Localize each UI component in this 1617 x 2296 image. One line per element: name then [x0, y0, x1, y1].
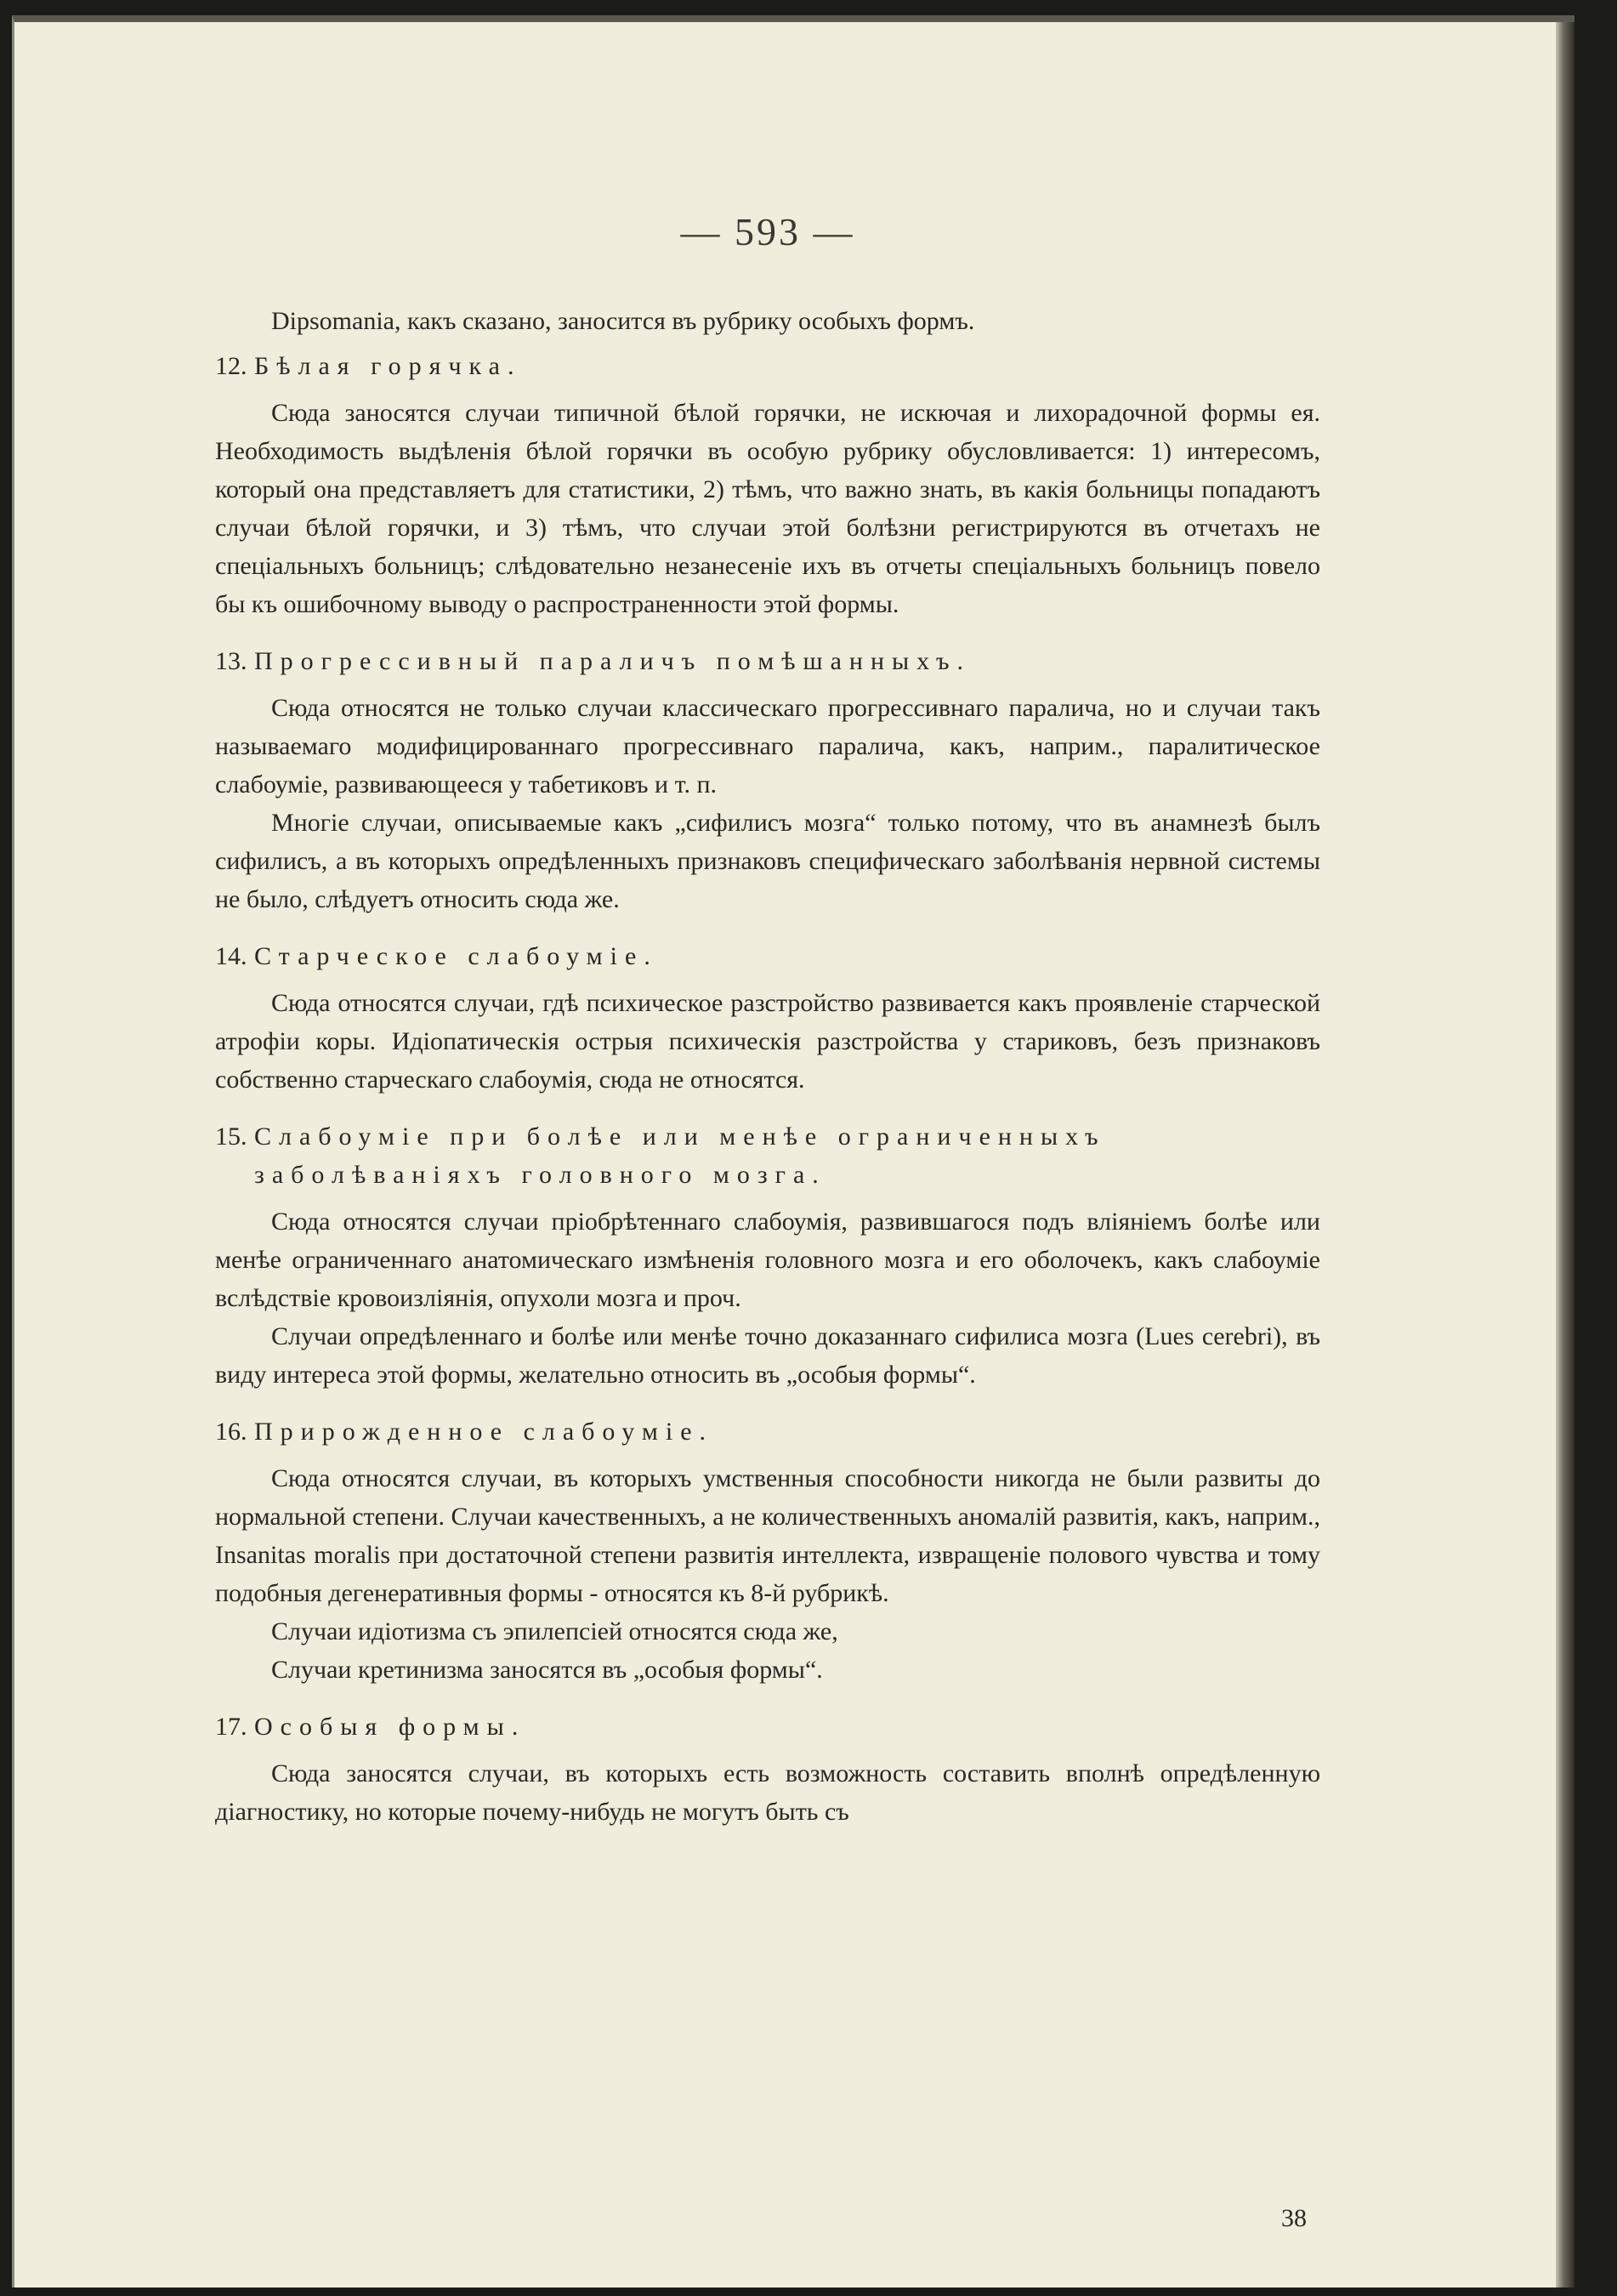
section-title: Прогрессивный параличъ помѣшанныхъ. — [254, 647, 972, 675]
paragraph: Случаи опредѣленнаго и болѣе или менѣе точно доказаннаго сифилиса мозга (Lues cerebri), въ виду интереса этой формы, желательно относить въ „особыя формы“. — [215, 1322, 1320, 1389]
section-heading — [215, 1117, 1320, 1194]
section-number: 13. — [215, 647, 247, 675]
page-content — [215, 209, 1320, 2232]
section-title: Прирожденное слабоуміе. — [254, 1418, 714, 1446]
printer-signature-mark: 38 — [1281, 2204, 1307, 2232]
paragraph: Сюда относятся случаи, гдѣ психическое разстройство развивается какъ проявленіе старческой атрофіи коры. Идіопатическія острыя психическія разстройства у стариковъ, безъ признаковъ собственно старческаго слабоумія, сюда не относятся. — [215, 989, 1320, 1094]
section-number: 12. — [215, 352, 247, 380]
paragraph: Сюда относятся не только случаи классическаго прогрессивнаго паралича, но и случаи такъ называемаго модифицированнаго прогрессивнаго паралича, какъ, наприм., паралитическое слабоуміе, развивающееся у табетиковъ и т. п. — [215, 694, 1320, 798]
section-number: 15. — [215, 1122, 247, 1151]
section-heading — [215, 1412, 1320, 1451]
intro-paragraph: Dipsomania, какъ сказано, заносится въ рубрику особыхъ формъ. — [271, 307, 975, 335]
paragraph: Сюда заносятся случаи, въ которыхъ есть возможность составить вполнѣ опредѣленную діагностику, но которые почему-нибудь не могутъ быть съ — [215, 1759, 1320, 1826]
section-heading — [215, 347, 1320, 385]
section-heading — [215, 642, 1320, 680]
paragraph: Сюда заносятся случаи типичной бѣлой горячки, не искючая и лихорадочной формы ея. Необходимость выдѣленія бѣлой горячки въ особую рубрику обусловливается: 1) интересомъ, который она представляетъ для статистики, 2) тѣмъ, что важно знать, въ какія больницы попадаютъ случаи бѣлой горячки, и 3) тѣмъ, что случаи этой болѣзни регистрируются въ отчетахъ не спеціальныхъ больницъ; слѣдовательно незанесеніе ихъ въ отчеты спеціальныхъ больницъ повело бы къ ошибочному выводу о распространенности этой формы. — [215, 399, 1320, 618]
section-title: Особыя формы. — [254, 1713, 526, 1741]
paragraph: Сюда относятся случаи, въ которыхъ умственныя способности никогда не были развиты до нормальной степени. Случаи качественныхъ, а не количественныхъ аномалій развитія, какъ, наприм., Insanitas moralis при достаточной степени развитія интеллекта, извращеніе полового чувства и тому подобныя дегенеративныя формы - относятся къ 8-й рубрикѣ. — [215, 1464, 1320, 1607]
paragraph: Случаи кретинизма заносятся въ „особыя формы“. — [271, 1656, 823, 1684]
book-page — [12, 15, 1574, 2287]
section-number: 17. — [215, 1713, 247, 1741]
book-spine — [1556, 22, 1574, 2287]
section-title: Бѣлая горячка. — [254, 352, 522, 380]
section-number: 14. — [215, 942, 247, 970]
paragraph: Случаи идіотизма съ эпилепсіей относятся сюда же, — [271, 1617, 838, 1645]
section-heading — [215, 1708, 1320, 1746]
section-title: Старческое слабоуміе. — [254, 942, 658, 970]
paragraph: Многіе случаи, описываемые какъ „сифилисъ мозга“ только потому, что въ анамнезѣ былъ сифилисъ, а въ которыхъ опредѣленныхъ признаковъ специфическаго заболѣванія нервной системы не было, слѣдуетъ относить сюда же. — [215, 809, 1320, 913]
section-number: 16. — [215, 1418, 247, 1446]
paragraph: Сюда относятся случаи пріобрѣтеннаго слабоумія, развившагося подъ вліяніемъ болѣе или менѣе ограниченнаго анатомическаго измѣненія головного мозга и его оболочекъ, какъ слабоуміе вслѣдствіе кровоизліянія, опухоли мозга и проч. — [215, 1208, 1320, 1312]
section-heading — [215, 937, 1320, 975]
section-title: Слабоуміе при болѣе или менѣе ограниченныхъ заболѣваніяхъ головного мозга. — [254, 1122, 1106, 1189]
page-number: — 593 — — [680, 210, 855, 253]
